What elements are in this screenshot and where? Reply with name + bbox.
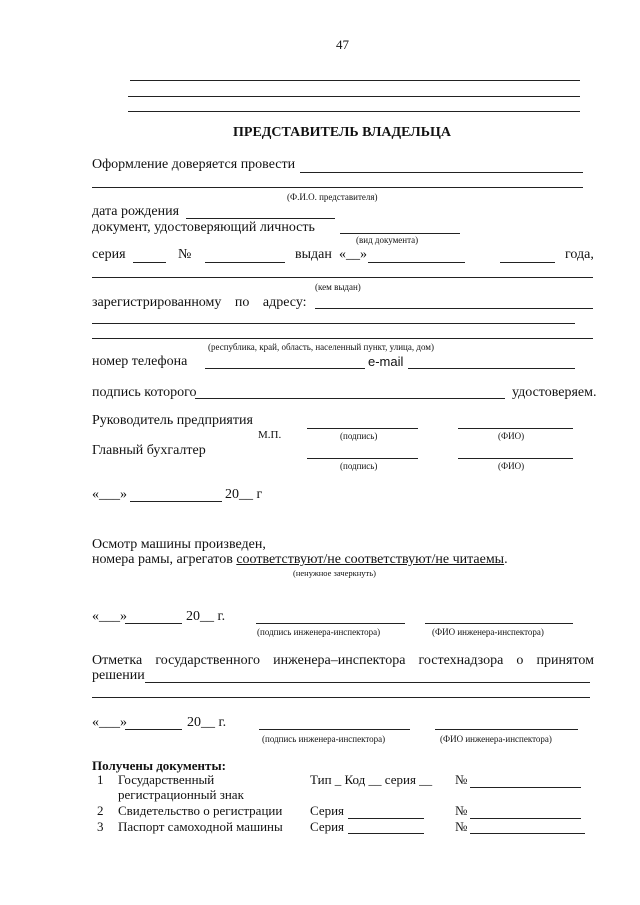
- certification-date-month-line: [130, 501, 222, 502]
- address-label: зарегистрированному по адресу:: [92, 295, 307, 310]
- document-item-number: 3: [97, 819, 104, 834]
- accountant-label: Главный бухгалтер: [92, 443, 206, 458]
- documents-heading: Получены документы:: [92, 758, 226, 773]
- id-document-label: документ, удостоверяющий личность: [92, 220, 315, 235]
- doc-type-caption: (вид документа): [356, 235, 419, 245]
- number-fill-line: [205, 262, 285, 263]
- certify-label: удостоверяем.: [512, 385, 597, 400]
- director-fio-caption: (ФИО): [498, 431, 525, 441]
- issued-year-fill-line: [500, 262, 555, 263]
- passport-series-label: Серия: [310, 819, 345, 834]
- decision-date-year: 20__ г.: [187, 715, 227, 730]
- signature-of-fill-line: [195, 398, 505, 399]
- email-label: e-mail: [368, 354, 404, 369]
- inspection-signature-line: [256, 623, 405, 624]
- series-fill-line: [133, 262, 166, 263]
- top-blank-line-1: [130, 80, 580, 81]
- director-label: Руководитель предприятия: [92, 413, 253, 428]
- inspection-fio-caption: (ФИО инженера-инспектора): [432, 627, 544, 637]
- top-blank-line-3: [128, 111, 580, 112]
- fio-caption: (Ф.И.О. представителя): [287, 192, 378, 202]
- issued-month-fill-line: [368, 262, 465, 263]
- address-fill-line-3: [92, 338, 593, 339]
- strike-caption: (ненужное зачеркнуть): [293, 568, 376, 578]
- decision-line-1: Отметка государственного инженера–инспектора гостехнадзора о принятом: [92, 653, 594, 668]
- certificate-series-label: Серия: [310, 803, 345, 818]
- signature-of-label: подпись которого: [92, 385, 197, 400]
- address-fill-line-1: [315, 308, 593, 309]
- plate-fields: Тип _ Код __ серия __: [310, 772, 433, 787]
- inspection-date-day: «___»: [92, 609, 127, 624]
- entrusted-label: Оформление доверяется провести: [92, 157, 296, 172]
- address-fill-line-2: [92, 323, 575, 324]
- plate-number-line: [470, 787, 581, 788]
- plate-number-sign: №: [455, 772, 468, 787]
- phone-label: номер телефона: [92, 354, 188, 369]
- birth-date-label: дата рождения: [92, 204, 180, 219]
- certificate-number-line: [470, 818, 581, 819]
- year-label: года,: [565, 247, 594, 262]
- certification-date-day: «___»: [92, 487, 127, 502]
- birth-date-fill-line: [186, 218, 335, 219]
- accountant-fio-caption: (ФИО): [498, 461, 525, 471]
- decision-fill-line-2: [92, 697, 590, 698]
- director-signature-line: [307, 428, 418, 429]
- page-number: 47: [336, 37, 349, 52]
- accountant-fio-line: [458, 458, 573, 459]
- inspection-line-2: [92, 552, 508, 568]
- document-item-name: Государственный: [118, 772, 215, 787]
- issued-label: выдан: [295, 247, 332, 262]
- address-caption: (республика, край, область, населенный пункт, улица, дом): [208, 342, 434, 352]
- decision-fill-line-1: [145, 682, 590, 683]
- decision-signature-line: [259, 729, 410, 730]
- issued-day: «__»: [339, 247, 367, 262]
- certification-date-year: 20__ г: [225, 487, 263, 502]
- stamp-label: М.П.: [258, 429, 282, 441]
- certificate-number-sign: №: [455, 803, 468, 818]
- accountant-signature-caption: (подпись): [340, 461, 378, 471]
- issued-by-caption: (кем выдан): [315, 282, 361, 292]
- id-document-fill-line: [340, 233, 460, 234]
- issued-by-fill-line: [92, 277, 593, 278]
- decision-line-2: решении: [92, 668, 145, 683]
- director-signature-caption: (подпись): [340, 431, 378, 441]
- inspection-line-1: Осмотр машины произведен,: [92, 537, 266, 552]
- inspection-date-year: 20__ г.: [186, 609, 226, 624]
- phone-fill-line: [205, 368, 365, 369]
- document-item-name: Паспорт самоходной машины: [118, 819, 283, 834]
- document-item-number: 2: [97, 803, 104, 818]
- document-item-number: 1: [97, 772, 104, 787]
- decision-date-month-line: [125, 729, 182, 730]
- number-sign: №: [178, 247, 192, 262]
- inspection-options: соответствуют/не соответствуют/не читаемы: [236, 552, 505, 567]
- page-title: ПРЕДСТАВИТЕЛЬ ВЛАДЕЛЬЦА: [233, 125, 451, 140]
- decision-signature-caption: (подпись инженера-инспектора): [262, 734, 386, 744]
- top-blank-line-2: [128, 96, 580, 97]
- series-label: серия: [92, 247, 126, 262]
- passport-number-line: [470, 833, 585, 834]
- director-fio-line: [458, 428, 573, 429]
- email-fill-line: [408, 368, 575, 369]
- decision-date-day: «___»: [92, 715, 127, 730]
- passport-number-sign: №: [455, 819, 468, 834]
- representative-fio-fill-line: [300, 172, 583, 173]
- accountant-signature-line: [307, 458, 418, 459]
- inspection-line-2-suffix: .: [504, 552, 508, 567]
- decision-fio-line: [435, 729, 578, 730]
- decision-fio-caption: (ФИО инженера-инспектора): [440, 734, 552, 744]
- representative-fio-fill-line-2: [92, 187, 583, 188]
- inspection-fio-line: [425, 623, 573, 624]
- inspection-date-month-line: [125, 623, 182, 624]
- inspection-line-2-prefix: номера рамы, агрегатов: [92, 552, 233, 567]
- document-item-name: Свидетельство о регистрации: [118, 803, 283, 818]
- certificate-series-line: [348, 818, 424, 819]
- inspection-signature-caption: (подпись инженера-инспектора): [257, 627, 381, 637]
- document-item-name-line-2: регистрационный знак: [118, 787, 244, 802]
- passport-series-line: [348, 833, 424, 834]
